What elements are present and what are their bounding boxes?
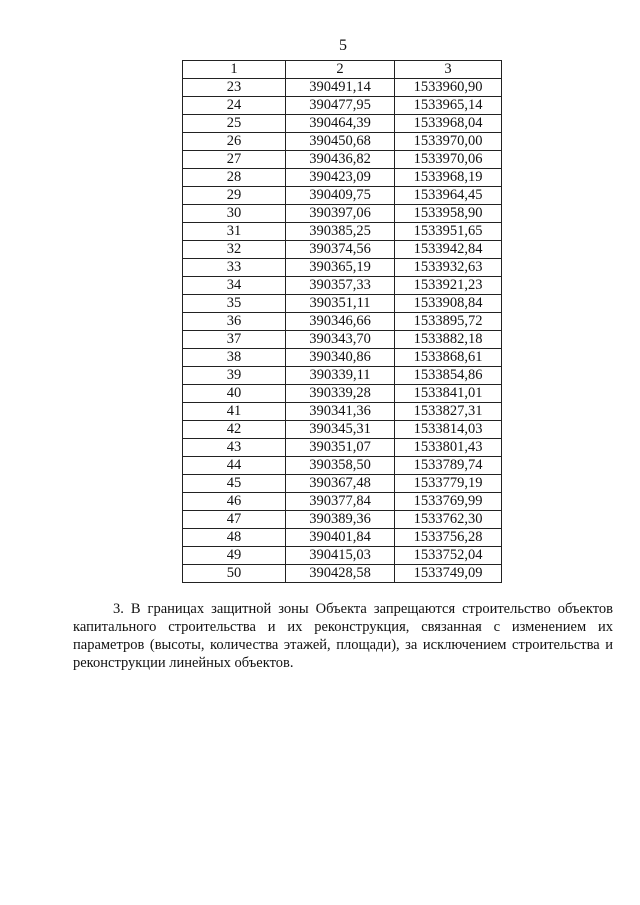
table-row — [183, 421, 502, 439]
x-coordinate-cell: 390351,07 — [286, 439, 395, 457]
y-coordinate-cell: 1533968,19 — [395, 169, 502, 187]
point-number-cell: 44 — [183, 457, 286, 475]
table-row — [183, 241, 502, 259]
table-row — [183, 187, 502, 205]
y-coordinate-cell: 1533970,00 — [395, 133, 502, 151]
point-number-cell: 25 — [183, 115, 286, 133]
table-row — [183, 169, 502, 187]
y-coordinate-cell: 1533951,65 — [395, 223, 502, 241]
table-row — [183, 151, 502, 169]
point-number-cell: 40 — [183, 385, 286, 403]
x-coordinate-cell: 390365,19 — [286, 259, 395, 277]
x-coordinate-cell: 390389,36 — [286, 511, 395, 529]
table-row — [183, 331, 502, 349]
point-number-cell: 33 — [183, 259, 286, 277]
table-row — [183, 403, 502, 421]
x-coordinate-cell: 390477,95 — [286, 97, 395, 115]
point-number-cell: 38 — [183, 349, 286, 367]
point-number-cell: 36 — [183, 313, 286, 331]
x-coordinate-cell: 390345,31 — [286, 421, 395, 439]
point-number-cell: 43 — [183, 439, 286, 457]
point-number-cell: 29 — [183, 187, 286, 205]
y-coordinate-cell: 1533882,18 — [395, 331, 502, 349]
point-number-cell: 39 — [183, 367, 286, 385]
table-row — [183, 493, 502, 511]
x-coordinate-cell: 390397,06 — [286, 205, 395, 223]
table-row — [183, 349, 502, 367]
table-row — [183, 457, 502, 475]
table-header-row — [183, 61, 502, 79]
y-coordinate-cell: 1533970,06 — [395, 151, 502, 169]
x-coordinate-cell: 390374,56 — [286, 241, 395, 259]
coordinates-table — [182, 60, 502, 583]
point-number-cell: 49 — [183, 547, 286, 565]
y-coordinate-cell: 1533965,14 — [395, 97, 502, 115]
x-coordinate-cell: 390358,50 — [286, 457, 395, 475]
point-number-cell: 31 — [183, 223, 286, 241]
y-coordinate-cell: 1533756,28 — [395, 529, 502, 547]
x-coordinate-cell: 390351,11 — [286, 295, 395, 313]
x-coordinate-cell: 390428,58 — [286, 565, 395, 583]
table-row — [183, 529, 502, 547]
point-number-cell: 46 — [183, 493, 286, 511]
y-coordinate-cell: 1533814,03 — [395, 421, 502, 439]
y-coordinate-cell: 1533789,74 — [395, 457, 502, 475]
point-number-cell: 42 — [183, 421, 286, 439]
y-coordinate-cell: 1533762,30 — [395, 511, 502, 529]
point-number-cell: 50 — [183, 565, 286, 583]
x-coordinate-cell: 390385,25 — [286, 223, 395, 241]
column-header: 3 — [395, 61, 502, 79]
y-coordinate-cell: 1533958,90 — [395, 205, 502, 223]
point-number-cell: 26 — [183, 133, 286, 151]
x-coordinate-cell: 390436,82 — [286, 151, 395, 169]
table-row — [183, 475, 502, 493]
x-coordinate-cell: 390491,14 — [286, 79, 395, 97]
y-coordinate-cell: 1533968,04 — [395, 115, 502, 133]
x-coordinate-cell: 390401,84 — [286, 529, 395, 547]
y-coordinate-cell: 1533942,84 — [395, 241, 502, 259]
point-number-cell: 32 — [183, 241, 286, 259]
column-header: 2 — [286, 61, 395, 79]
x-coordinate-cell: 390409,75 — [286, 187, 395, 205]
point-number-cell: 28 — [183, 169, 286, 187]
y-coordinate-cell: 1533752,04 — [395, 547, 502, 565]
table-body — [183, 79, 502, 583]
table-row — [183, 259, 502, 277]
y-coordinate-cell: 1533769,99 — [395, 493, 502, 511]
y-coordinate-cell: 1533749,09 — [395, 565, 502, 583]
table-row — [183, 511, 502, 529]
y-coordinate-cell: 1533908,84 — [395, 295, 502, 313]
point-number-cell: 37 — [183, 331, 286, 349]
y-coordinate-cell: 1533932,63 — [395, 259, 502, 277]
point-number-cell: 27 — [183, 151, 286, 169]
point-number-cell: 47 — [183, 511, 286, 529]
point-number-cell: 34 — [183, 277, 286, 295]
y-coordinate-cell: 1533868,61 — [395, 349, 502, 367]
y-coordinate-cell: 1533854,86 — [395, 367, 502, 385]
y-coordinate-cell: 1533801,43 — [395, 439, 502, 457]
point-number-cell: 23 — [183, 79, 286, 97]
y-coordinate-cell: 1533779,19 — [395, 475, 502, 493]
x-coordinate-cell: 390367,48 — [286, 475, 395, 493]
table-row — [183, 79, 502, 97]
point-number-cell: 35 — [183, 295, 286, 313]
x-coordinate-cell: 390343,70 — [286, 331, 395, 349]
y-coordinate-cell: 1533921,23 — [395, 277, 502, 295]
x-coordinate-cell: 390423,09 — [286, 169, 395, 187]
x-coordinate-cell: 390464,39 — [286, 115, 395, 133]
table-row — [183, 115, 502, 133]
point-number-cell: 24 — [183, 97, 286, 115]
y-coordinate-cell: 1533841,01 — [395, 385, 502, 403]
column-header: 1 — [183, 61, 286, 79]
table-row — [183, 439, 502, 457]
x-coordinate-cell: 390346,66 — [286, 313, 395, 331]
x-coordinate-cell: 390339,28 — [286, 385, 395, 403]
y-coordinate-cell: 1533964,45 — [395, 187, 502, 205]
table-row — [183, 223, 502, 241]
y-coordinate-cell: 1533960,90 — [395, 79, 502, 97]
x-coordinate-cell: 390341,36 — [286, 403, 395, 421]
x-coordinate-cell: 390415,03 — [286, 547, 395, 565]
y-coordinate-cell: 1533895,72 — [395, 313, 502, 331]
table-row — [183, 205, 502, 223]
table-row — [183, 313, 502, 331]
point-number-cell: 48 — [183, 529, 286, 547]
point-number-cell: 41 — [183, 403, 286, 421]
table-row — [183, 295, 502, 313]
table-row — [183, 277, 502, 295]
x-coordinate-cell: 390340,86 — [286, 349, 395, 367]
x-coordinate-cell: 390339,11 — [286, 367, 395, 385]
x-coordinate-cell: 390357,33 — [286, 277, 395, 295]
restriction-paragraph: 3. В границах защитной зоны Объекта запрещаются строительство объектов капитального строительства и их реконструкция, связанная с изменением их параметров (высоты, количества этажей, площади), за исключением строительства и реконструкции линейных объектов. — [73, 601, 613, 671]
point-number-cell: 45 — [183, 475, 286, 493]
x-coordinate-cell: 390450,68 — [286, 133, 395, 151]
page-number: 5 — [339, 37, 347, 54]
point-number-cell: 30 — [183, 205, 286, 223]
table-row — [183, 97, 502, 115]
x-coordinate-cell: 390377,84 — [286, 493, 395, 511]
y-coordinate-cell: 1533827,31 — [395, 403, 502, 421]
table-row — [183, 385, 502, 403]
table-row — [183, 367, 502, 385]
table-row — [183, 133, 502, 151]
table-row — [183, 565, 502, 583]
table-row — [183, 547, 502, 565]
